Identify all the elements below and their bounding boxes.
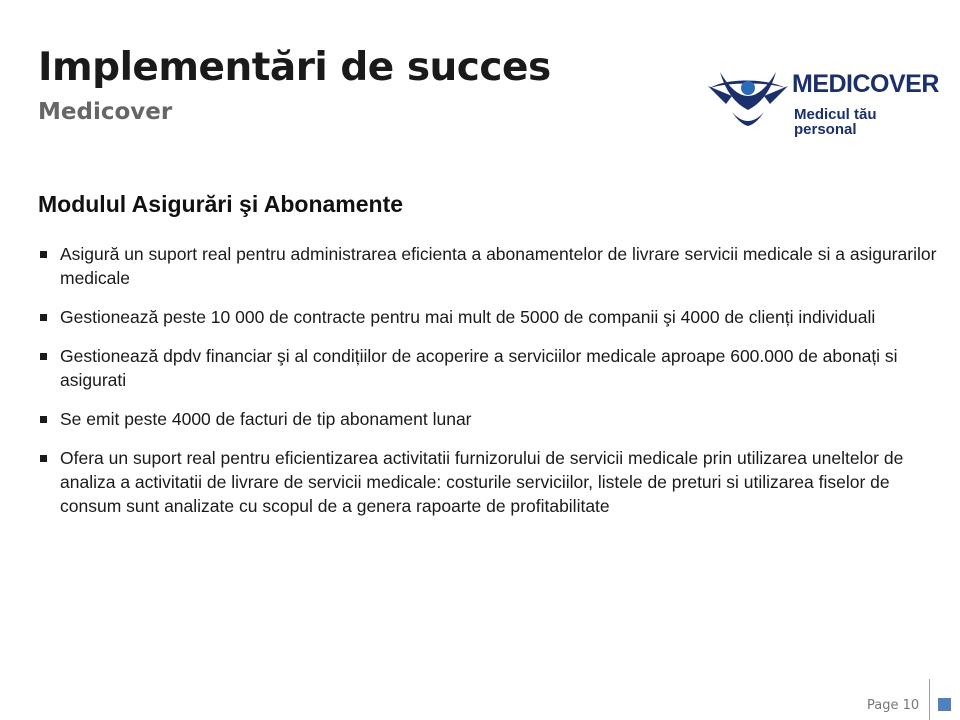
bullet-item [38, 242, 938, 290]
bullet-text: Ofera un suport real pentru eficientizarea activitatii furnizorului de servicii medicale prin utilizarea uneltelor de analiza a activitatii de livrare de servicii medicale: costurile serviciilor, listele de preturi si utilizarea fiselor de consum sunt analizate cu scopul de a genera rapoarte de profitabilitate [60, 448, 904, 516]
square-bullet-icon [40, 455, 47, 462]
bullet-item [38, 407, 938, 431]
bullet-text: Asigură un suport real pentru administrarea eficienta a abonamentelor de livrare servicii medicale si a asigurarilor medicale [60, 244, 937, 288]
page-number: Page 10 [867, 698, 920, 713]
logo-tagline: Medicul tău personal [794, 106, 877, 138]
square-bullet-icon [40, 314, 47, 321]
bullet-item [38, 344, 938, 392]
medicover-logo [706, 52, 939, 138]
slide-subtitle: Medicover [38, 99, 173, 125]
bullet-item [38, 446, 938, 518]
square-bullet-icon [40, 416, 47, 423]
bullet-text: Gestionează peste 10 000 de contracte pentru mai mult de 5000 de companii şi 4000 de clienți individuali [60, 307, 876, 327]
bullet-list [38, 242, 938, 533]
bullet-text: Se emit peste 4000 de facturi de tip abonament lunar [60, 409, 472, 429]
logo-wordmark: MEDICOVER [792, 70, 939, 98]
bullet-text: Gestionează dpdv financiar şi al condițiilor de acoperire a serviciilor medicale aproape 600.000 de abonați si asigurati [60, 346, 898, 390]
square-bullet-icon [40, 353, 47, 360]
footer-divider [929, 679, 930, 720]
slide-title: Implementări de succes [38, 45, 551, 90]
square-bullet-icon [40, 251, 47, 258]
section-heading: Modulul Asigurări şi Abonamente [38, 191, 404, 217]
bullet-item [38, 305, 938, 329]
medicover-emblem-icon [706, 52, 790, 132]
footer-accent-square [938, 698, 951, 711]
